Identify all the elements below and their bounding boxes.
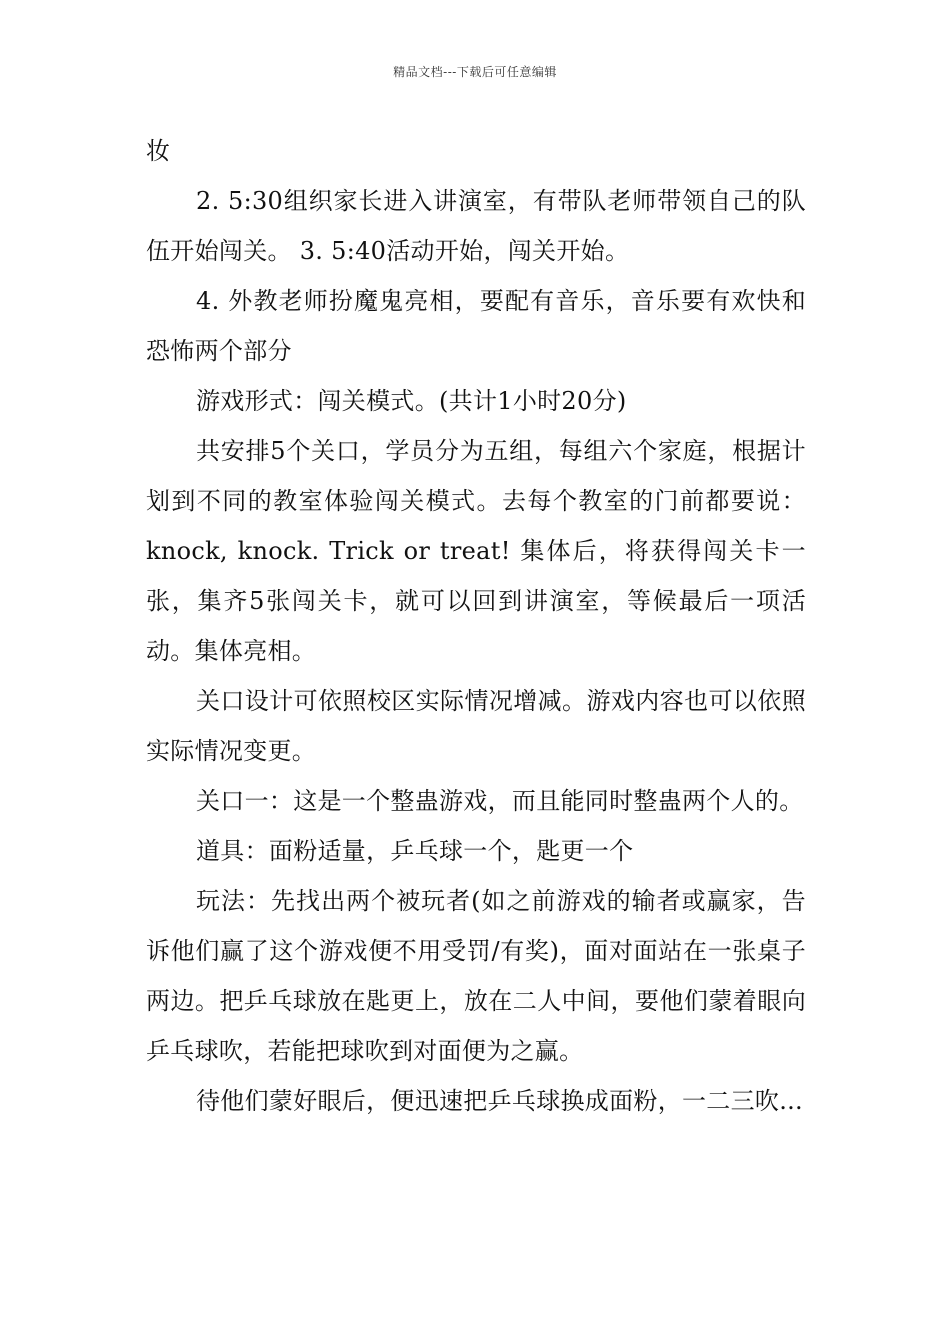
- paragraph-9: 玩法：先找出两个被玩者(如之前游戏的输者或赢家，告诉他们赢了这个游戏便不用受罚/有奖)，面对面站在一张桌子两边。把乒乓球放在匙更上，放在二人中间，要他们蒙着眼向乒乓球吹，若能把球吹到对面便为之赢。: [146, 887, 806, 1065]
- paragraph-7: 关口一：这是一个整蛊游戏，而且能同时整蛊两个人的。: [196, 787, 804, 815]
- paragraph-1: 妆: [146, 137, 171, 165]
- paragraph-5: 共安排5个关口，学员分为五组，每组六个家庭，根据计划到不同的教室体验闯关模式。去每个教室的门前都要说：knock, knock. Trick or treat! 集体后，将获得闯关卡一张，集齐5张闯关卡，就可以回到讲演室，等候最后一项活动。集体亮相。: [146, 437, 806, 665]
- paragraph-6: 关口设计可依照校区实际情况增减。游戏内容也可以依照实际情况变更。: [146, 687, 806, 765]
- paragraph-2: 2. 5:30组织家长进入讲演室，有带队老师带领自己的队伍开始闯关。 3. 5:40活动开始，闯关开始。: [146, 187, 806, 265]
- paragraph-3: 4. 外教老师扮魔鬼亮相，要配有音乐，音乐要有欢快和恐怖两个部分: [146, 287, 806, 365]
- paragraph-4: 游戏形式：闯关模式。(共计1小时20分): [196, 387, 627, 415]
- page-header: 精品文档---下载后可任意编辑: [393, 65, 557, 79]
- paragraph-8: 道具：面粉适量，乒乓球一个，匙更一个: [196, 837, 634, 865]
- document-body: [146, 126, 806, 1126]
- paragraph-10: 待他们蒙好眼后，便迅速把乒乓球换成面粉，一二三吹...: [196, 1087, 803, 1115]
